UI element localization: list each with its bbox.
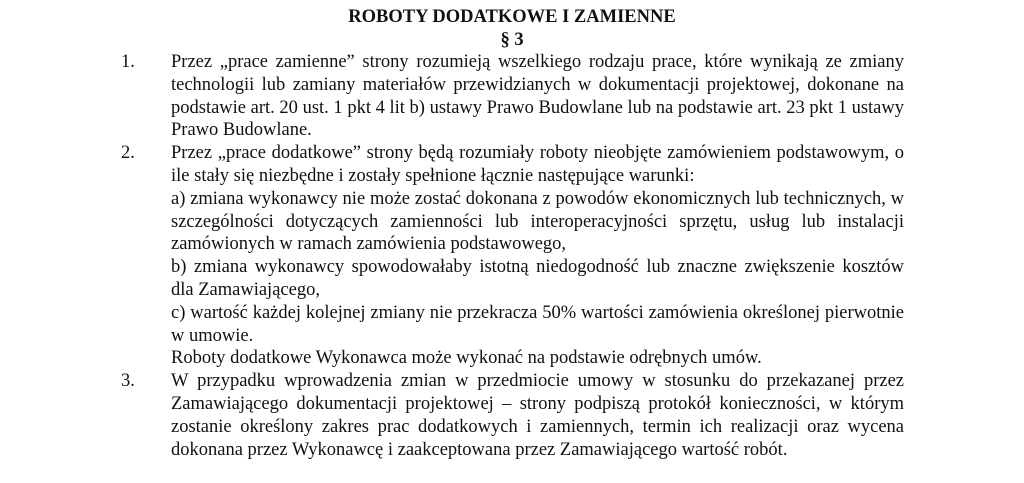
clause-item-1 — [121, 51, 904, 142]
clause-text: Przez „prace dodatkowe” strony będą rozumiały roboty nieobjęte zamówieniem podstawowym, o ile stały się niezbędne i zostały spełnione łącznie następujące warunki: — [171, 143, 904, 186]
clause-note: Roboty dodatkowe Wykonawca może wykonać na podstawie odrębnych umów. — [171, 348, 762, 369]
condition-c: c) wartość każdej kolejnej zmiany nie przekracza 50% wartości zamówienia określonej pierwotnie w umowie. — [171, 302, 904, 346]
clause-item-3 — [121, 370, 904, 461]
section-number: § 3 — [500, 30, 524, 50]
clause-number: 1. — [121, 52, 135, 72]
clause-item-2 — [121, 142, 904, 370]
clause-list — [121, 51, 904, 461]
clause-text: W przypadku wprowadzenia zmian w przedmiocie umowy w stosunku do przekazanej przez Zamawiającego dokumentacji projektowej – strony podpiszą protokół konieczności, w którym zostanie określony zakres prac dodatkowych i zamiennych, termin ich realizacji oraz wycena dokonana przez Wykonawcę i zaakceptowana przez Zamawiającego wartość robót. — [171, 371, 904, 460]
clause-number: 2. — [121, 143, 135, 164]
condition-b: b) zmiana wykonawcy spowodowałaby istotną niedogodność lub znaczne zwiększenie kosztów dla Zamawiającego, — [171, 257, 904, 300]
document-title: ROBOTY DODATKOWE I ZAMIENNE — [348, 7, 676, 27]
clause-number: 3. — [121, 371, 135, 392]
condition-a: a) zmiana wykonawcy nie może zostać dokonana z powodów ekonomicznych lub technicznych, w szczególności dotyczących zamienności lub interoperacyjności sprzętu, usług lub instalacji zamówionych w ramach zamówienia podstawowego, — [171, 188, 904, 255]
clause-text: Przez „prace zamienne” strony rozumieją wszelkiego rodzaju prace, które wynikają ze zmiany technologii lub zamiany materiałów przewidzianych w dokumentacji projektowej, dokonane na podstawie art. 20 ust. 1 pkt 4 lit b) ustawy Prawo Budowlane lub na podstawie art. 23 pkt 1 ustawy Prawo Budowlane. — [171, 52, 904, 141]
